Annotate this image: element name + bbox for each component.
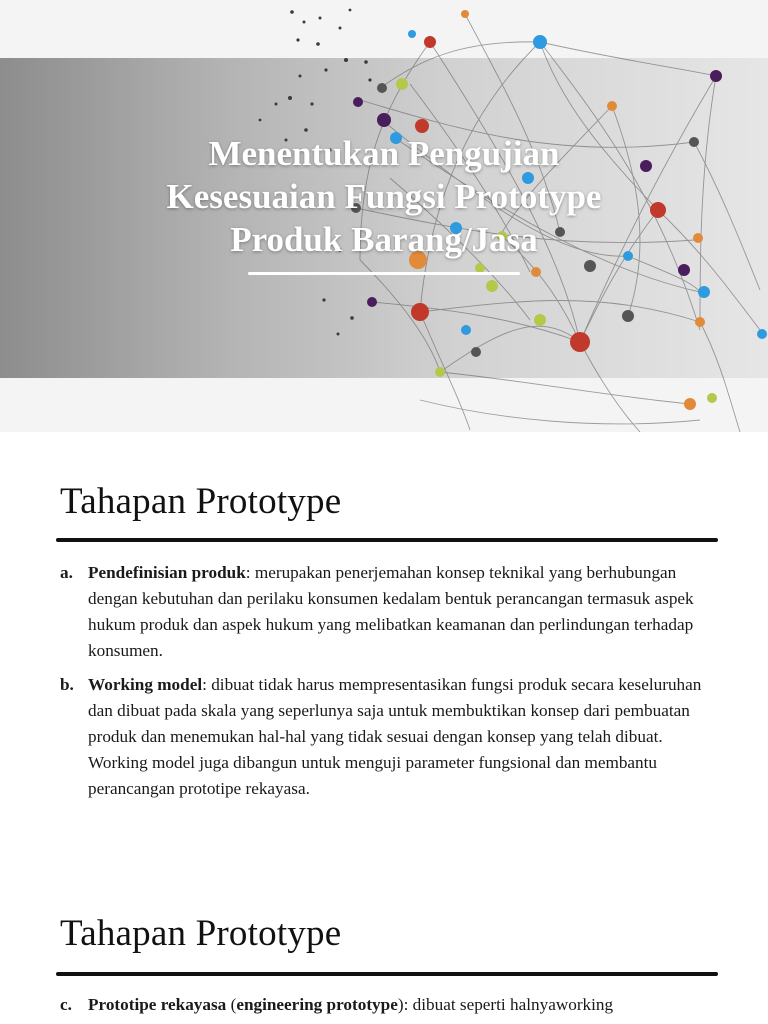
section-heading: Tahapan Prototype (60, 481, 342, 522)
heading-divider (56, 538, 718, 542)
section-heading: Tahapan Prototype (60, 913, 342, 954)
item-text (88, 992, 720, 1018)
item-term: Prototipe rekayasa (88, 995, 227, 1014)
title-line-1: Menentukan Pengujian (208, 134, 560, 173)
title-underline (248, 272, 520, 275)
slide-title (84, 132, 684, 261)
item-description: : dibuat tidak harus mempresentasikan fungsi produk secara keseluruhan dan dibuat pada skala yang seperlunya saja untuk membuktikan konsep dari pembuatan produk dan menemukan hal-hal yang tidak sesuai dengan konsep yang telah dibuat. Working model juga dibangun untuk menguji parameter fungsional dan membantu perancangan prototipe rekayasa. (88, 675, 702, 798)
item-text (88, 672, 720, 802)
item-description: ): dibuat seperti halnyaworking (397, 995, 614, 1014)
list-item (60, 672, 720, 802)
item-description: : merupakan penerjemahan konsep teknikal yang berhubungan dengan kebutuhan dan perilaku konsumen kedalam bentuk perancangan termasuk aspek hukum produk dan aspek hukum yang melibatkan keamanan dan perlindungan terhadap konsumen. (88, 563, 694, 660)
item-marker: c. (60, 995, 72, 1014)
item-marker: b. (60, 675, 74, 694)
title-line-3: Produk Barang/Jasa (230, 220, 538, 259)
content-slide-1 (0, 432, 768, 868)
list-item (60, 560, 720, 664)
content-slide-2 (0, 868, 768, 1024)
item-marker: a. (60, 563, 73, 582)
list-item (60, 992, 720, 1018)
heading-divider (56, 972, 718, 976)
item-text (88, 560, 720, 664)
item-term-english: engineering prototype (236, 995, 398, 1014)
item-term: Pendefinisian produk (88, 563, 246, 582)
item-paren: ( (226, 995, 237, 1014)
title-slide (0, 0, 768, 432)
item-term: Working model (88, 675, 203, 694)
title-line-2: Kesesuaian Fungsi Prototype (166, 177, 602, 216)
